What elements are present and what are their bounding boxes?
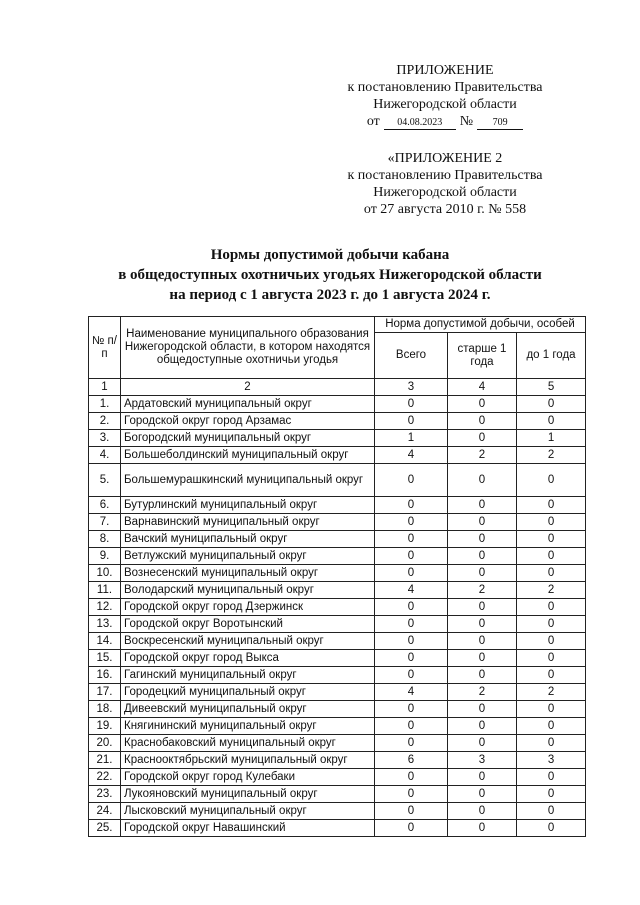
row-total: 0 <box>375 413 448 430</box>
table-row <box>89 803 586 820</box>
table-row <box>89 616 586 633</box>
row-number: 18. <box>89 701 121 718</box>
row-municipality: Вачский муниципальный округ <box>121 531 375 548</box>
row-under: 0 <box>517 396 586 413</box>
column-numbers-row <box>89 379 586 396</box>
row-municipality: Городской округ Навашинский <box>121 820 375 837</box>
row-number: 19. <box>89 718 121 735</box>
row-older: 3 <box>448 752 517 769</box>
row-number: 20. <box>89 735 121 752</box>
title-line3: на период с 1 августа 2023 г. до 1 августа 2024 г. <box>169 287 491 303</box>
row-total: 0 <box>375 701 448 718</box>
appendix-date-line <box>330 113 560 130</box>
table-body <box>89 396 586 837</box>
row-older: 2 <box>448 582 517 599</box>
row-older: 0 <box>448 565 517 582</box>
row-under: 0 <box>517 803 586 820</box>
row-number: 17. <box>89 684 121 701</box>
table-row <box>89 735 586 752</box>
title-line1: Нормы допустимой добычи кабана <box>210 247 450 263</box>
row-number: 14. <box>89 633 121 650</box>
row-older: 0 <box>448 718 517 735</box>
row-municipality: Большемурашкинский муниципальный округ <box>121 464 375 497</box>
row-number: 10. <box>89 565 121 582</box>
table-row <box>89 650 586 667</box>
row-older: 0 <box>448 701 517 718</box>
row-under: 0 <box>517 735 586 752</box>
row-older: 0 <box>448 633 517 650</box>
row-number: 21. <box>89 752 121 769</box>
table-row <box>89 548 586 565</box>
row-older: 0 <box>448 430 517 447</box>
table-row <box>89 565 586 582</box>
row-municipality: Лукояновский муниципальный округ <box>121 786 375 803</box>
table-row <box>89 447 586 464</box>
row-number: 6. <box>89 497 121 514</box>
row-number: 15. <box>89 650 121 667</box>
row-under: 1 <box>517 430 586 447</box>
row-number: 2. <box>89 413 121 430</box>
row-number: 5. <box>89 464 121 497</box>
appendix-title: ПРИЛОЖЕНИЕ <box>396 63 494 78</box>
row-total: 0 <box>375 820 448 837</box>
row-number: 13. <box>89 616 121 633</box>
table-row <box>89 396 586 413</box>
table-row <box>89 752 586 769</box>
row-municipality: Городской округ Воротынский <box>121 616 375 633</box>
header-older: старше 1 года <box>448 333 517 379</box>
table-row <box>89 701 586 718</box>
date-prefix: от <box>366 114 380 129</box>
row-total: 0 <box>375 514 448 531</box>
table-row <box>89 430 586 447</box>
table-row <box>89 684 586 701</box>
table-row <box>89 514 586 531</box>
table-row <box>89 413 586 430</box>
header-total: Всего <box>375 333 448 379</box>
row-municipality: Варнавинский муниципальный округ <box>121 514 375 531</box>
col-number: 4 <box>448 379 517 396</box>
row-under: 0 <box>517 616 586 633</box>
row-under: 0 <box>517 820 586 837</box>
row-number: 23. <box>89 786 121 803</box>
appendix2-title: «ПРИЛОЖЕНИЕ 2 <box>387 151 503 166</box>
row-total: 0 <box>375 786 448 803</box>
row-number: 7. <box>89 514 121 531</box>
row-older: 0 <box>448 803 517 820</box>
row-municipality: Городской округ город Арзамас <box>121 413 375 430</box>
row-older: 0 <box>448 650 517 667</box>
appendix-line1: к постановлению Правительства <box>347 80 543 95</box>
appendix-number: 709 <box>477 117 523 130</box>
row-total: 0 <box>375 718 448 735</box>
row-total: 0 <box>375 769 448 786</box>
row-municipality: Вознесенский муниципальный округ <box>121 565 375 582</box>
row-older: 0 <box>448 820 517 837</box>
row-under: 0 <box>517 413 586 430</box>
row-older: 0 <box>448 396 517 413</box>
row-total: 0 <box>375 464 448 497</box>
row-municipality: Лысковский муниципальный округ <box>121 803 375 820</box>
row-older: 2 <box>448 447 517 464</box>
appendix2-line3: от 27 августа 2010 г. № 558 <box>363 202 527 217</box>
row-total: 0 <box>375 599 448 616</box>
row-older: 0 <box>448 464 517 497</box>
row-under: 0 <box>517 531 586 548</box>
col-number: 5 <box>517 379 586 396</box>
row-number: 8. <box>89 531 121 548</box>
row-number: 3. <box>89 430 121 447</box>
table-row <box>89 633 586 650</box>
row-number: 16. <box>89 667 121 684</box>
row-total: 6 <box>375 752 448 769</box>
appendix2-header <box>330 150 560 218</box>
row-municipality: Городецкий муниципальный округ <box>121 684 375 701</box>
table-header-row <box>89 317 586 333</box>
row-under: 0 <box>517 514 586 531</box>
row-total: 0 <box>375 531 448 548</box>
row-older: 0 <box>448 531 517 548</box>
row-municipality: Володарский муниципальный округ <box>121 582 375 599</box>
row-municipality: Богородский муниципальный округ <box>121 430 375 447</box>
row-total: 0 <box>375 633 448 650</box>
row-number: 22. <box>89 769 121 786</box>
row-municipality: Бутурлинский муниципальный округ <box>121 497 375 514</box>
row-under: 0 <box>517 701 586 718</box>
table-row <box>89 599 586 616</box>
row-total: 4 <box>375 447 448 464</box>
header-name: Наименование муниципального образования Нижегородской области, в котором находятся общедоступные охотничьи угодья <box>121 317 375 379</box>
row-under: 0 <box>517 786 586 803</box>
row-municipality: Воскресенский муниципальный округ <box>121 633 375 650</box>
row-municipality: Городской округ город Выкса <box>121 650 375 667</box>
row-total: 0 <box>375 396 448 413</box>
table-row <box>89 786 586 803</box>
col-number: 2 <box>121 379 375 396</box>
row-total: 4 <box>375 684 448 701</box>
table-row <box>89 582 586 599</box>
row-total: 0 <box>375 548 448 565</box>
row-older: 0 <box>448 735 517 752</box>
row-municipality: Ветлужский муниципальный округ <box>121 548 375 565</box>
table-row <box>89 497 586 514</box>
row-older: 0 <box>448 667 517 684</box>
row-municipality: Городской округ город Кулебаки <box>121 769 375 786</box>
row-under: 0 <box>517 718 586 735</box>
row-older: 0 <box>448 514 517 531</box>
row-total: 0 <box>375 667 448 684</box>
row-municipality: Княгининский муниципальный округ <box>121 718 375 735</box>
row-number: 1. <box>89 396 121 413</box>
row-total: 0 <box>375 565 448 582</box>
table-row <box>89 820 586 837</box>
row-total: 1 <box>375 430 448 447</box>
number-sign: № <box>459 114 474 129</box>
table-row <box>89 718 586 735</box>
table-row <box>89 667 586 684</box>
header-num: № п/п <box>89 317 121 379</box>
row-number: 9. <box>89 548 121 565</box>
row-total: 0 <box>375 497 448 514</box>
row-under: 0 <box>517 464 586 497</box>
appendix-line2: Нижегородской области <box>373 97 517 112</box>
document-title <box>60 245 600 305</box>
appendix2-line1: к постановлению Правительства <box>347 168 543 183</box>
row-older: 0 <box>448 769 517 786</box>
row-municipality: Гагинский муниципальный округ <box>121 667 375 684</box>
norms-table <box>88 316 586 837</box>
row-older: 0 <box>448 616 517 633</box>
row-number: 24. <box>89 803 121 820</box>
col-number: 1 <box>89 379 121 396</box>
row-under: 0 <box>517 548 586 565</box>
row-total: 0 <box>375 803 448 820</box>
appendix2-line2: Нижегородской области <box>373 185 517 200</box>
row-older: 0 <box>448 548 517 565</box>
row-municipality: Краснобаковский муниципальный округ <box>121 735 375 752</box>
row-under: 0 <box>517 633 586 650</box>
row-under: 2 <box>517 684 586 701</box>
row-municipality: Большеболдинский муниципальный округ <box>121 447 375 464</box>
row-under: 0 <box>517 599 586 616</box>
row-older: 2 <box>448 684 517 701</box>
row-under: 2 <box>517 582 586 599</box>
row-older: 0 <box>448 599 517 616</box>
col-number: 3 <box>375 379 448 396</box>
row-under: 0 <box>517 565 586 582</box>
row-number: 11. <box>89 582 121 599</box>
row-under: 0 <box>517 650 586 667</box>
table-row <box>89 464 586 497</box>
row-under: 0 <box>517 497 586 514</box>
row-total: 0 <box>375 735 448 752</box>
row-number: 4. <box>89 447 121 464</box>
appendix-date: 04.08.2023 <box>384 117 456 130</box>
row-total: 4 <box>375 582 448 599</box>
title-line2: в общедоступных охотничьих угодьях Нижегородской области <box>118 267 542 283</box>
row-total: 0 <box>375 616 448 633</box>
row-older: 0 <box>448 497 517 514</box>
row-municipality: Дивеевский муниципальный округ <box>121 701 375 718</box>
row-municipality: Краснооктябрьский муниципальный округ <box>121 752 375 769</box>
appendix-header <box>330 62 560 130</box>
row-under: 3 <box>517 752 586 769</box>
row-under: 0 <box>517 769 586 786</box>
row-older: 0 <box>448 786 517 803</box>
table-row <box>89 531 586 548</box>
row-municipality: Городской округ город Дзержинск <box>121 599 375 616</box>
row-under: 2 <box>517 447 586 464</box>
row-municipality: Ардатовский муниципальный округ <box>121 396 375 413</box>
row-number: 12. <box>89 599 121 616</box>
header-norm: Норма допустимой добычи, особей <box>375 317 586 333</box>
row-number: 25. <box>89 820 121 837</box>
table-row <box>89 769 586 786</box>
row-under: 0 <box>517 667 586 684</box>
row-older: 0 <box>448 413 517 430</box>
row-total: 0 <box>375 650 448 667</box>
header-under: до 1 года <box>517 333 586 379</box>
